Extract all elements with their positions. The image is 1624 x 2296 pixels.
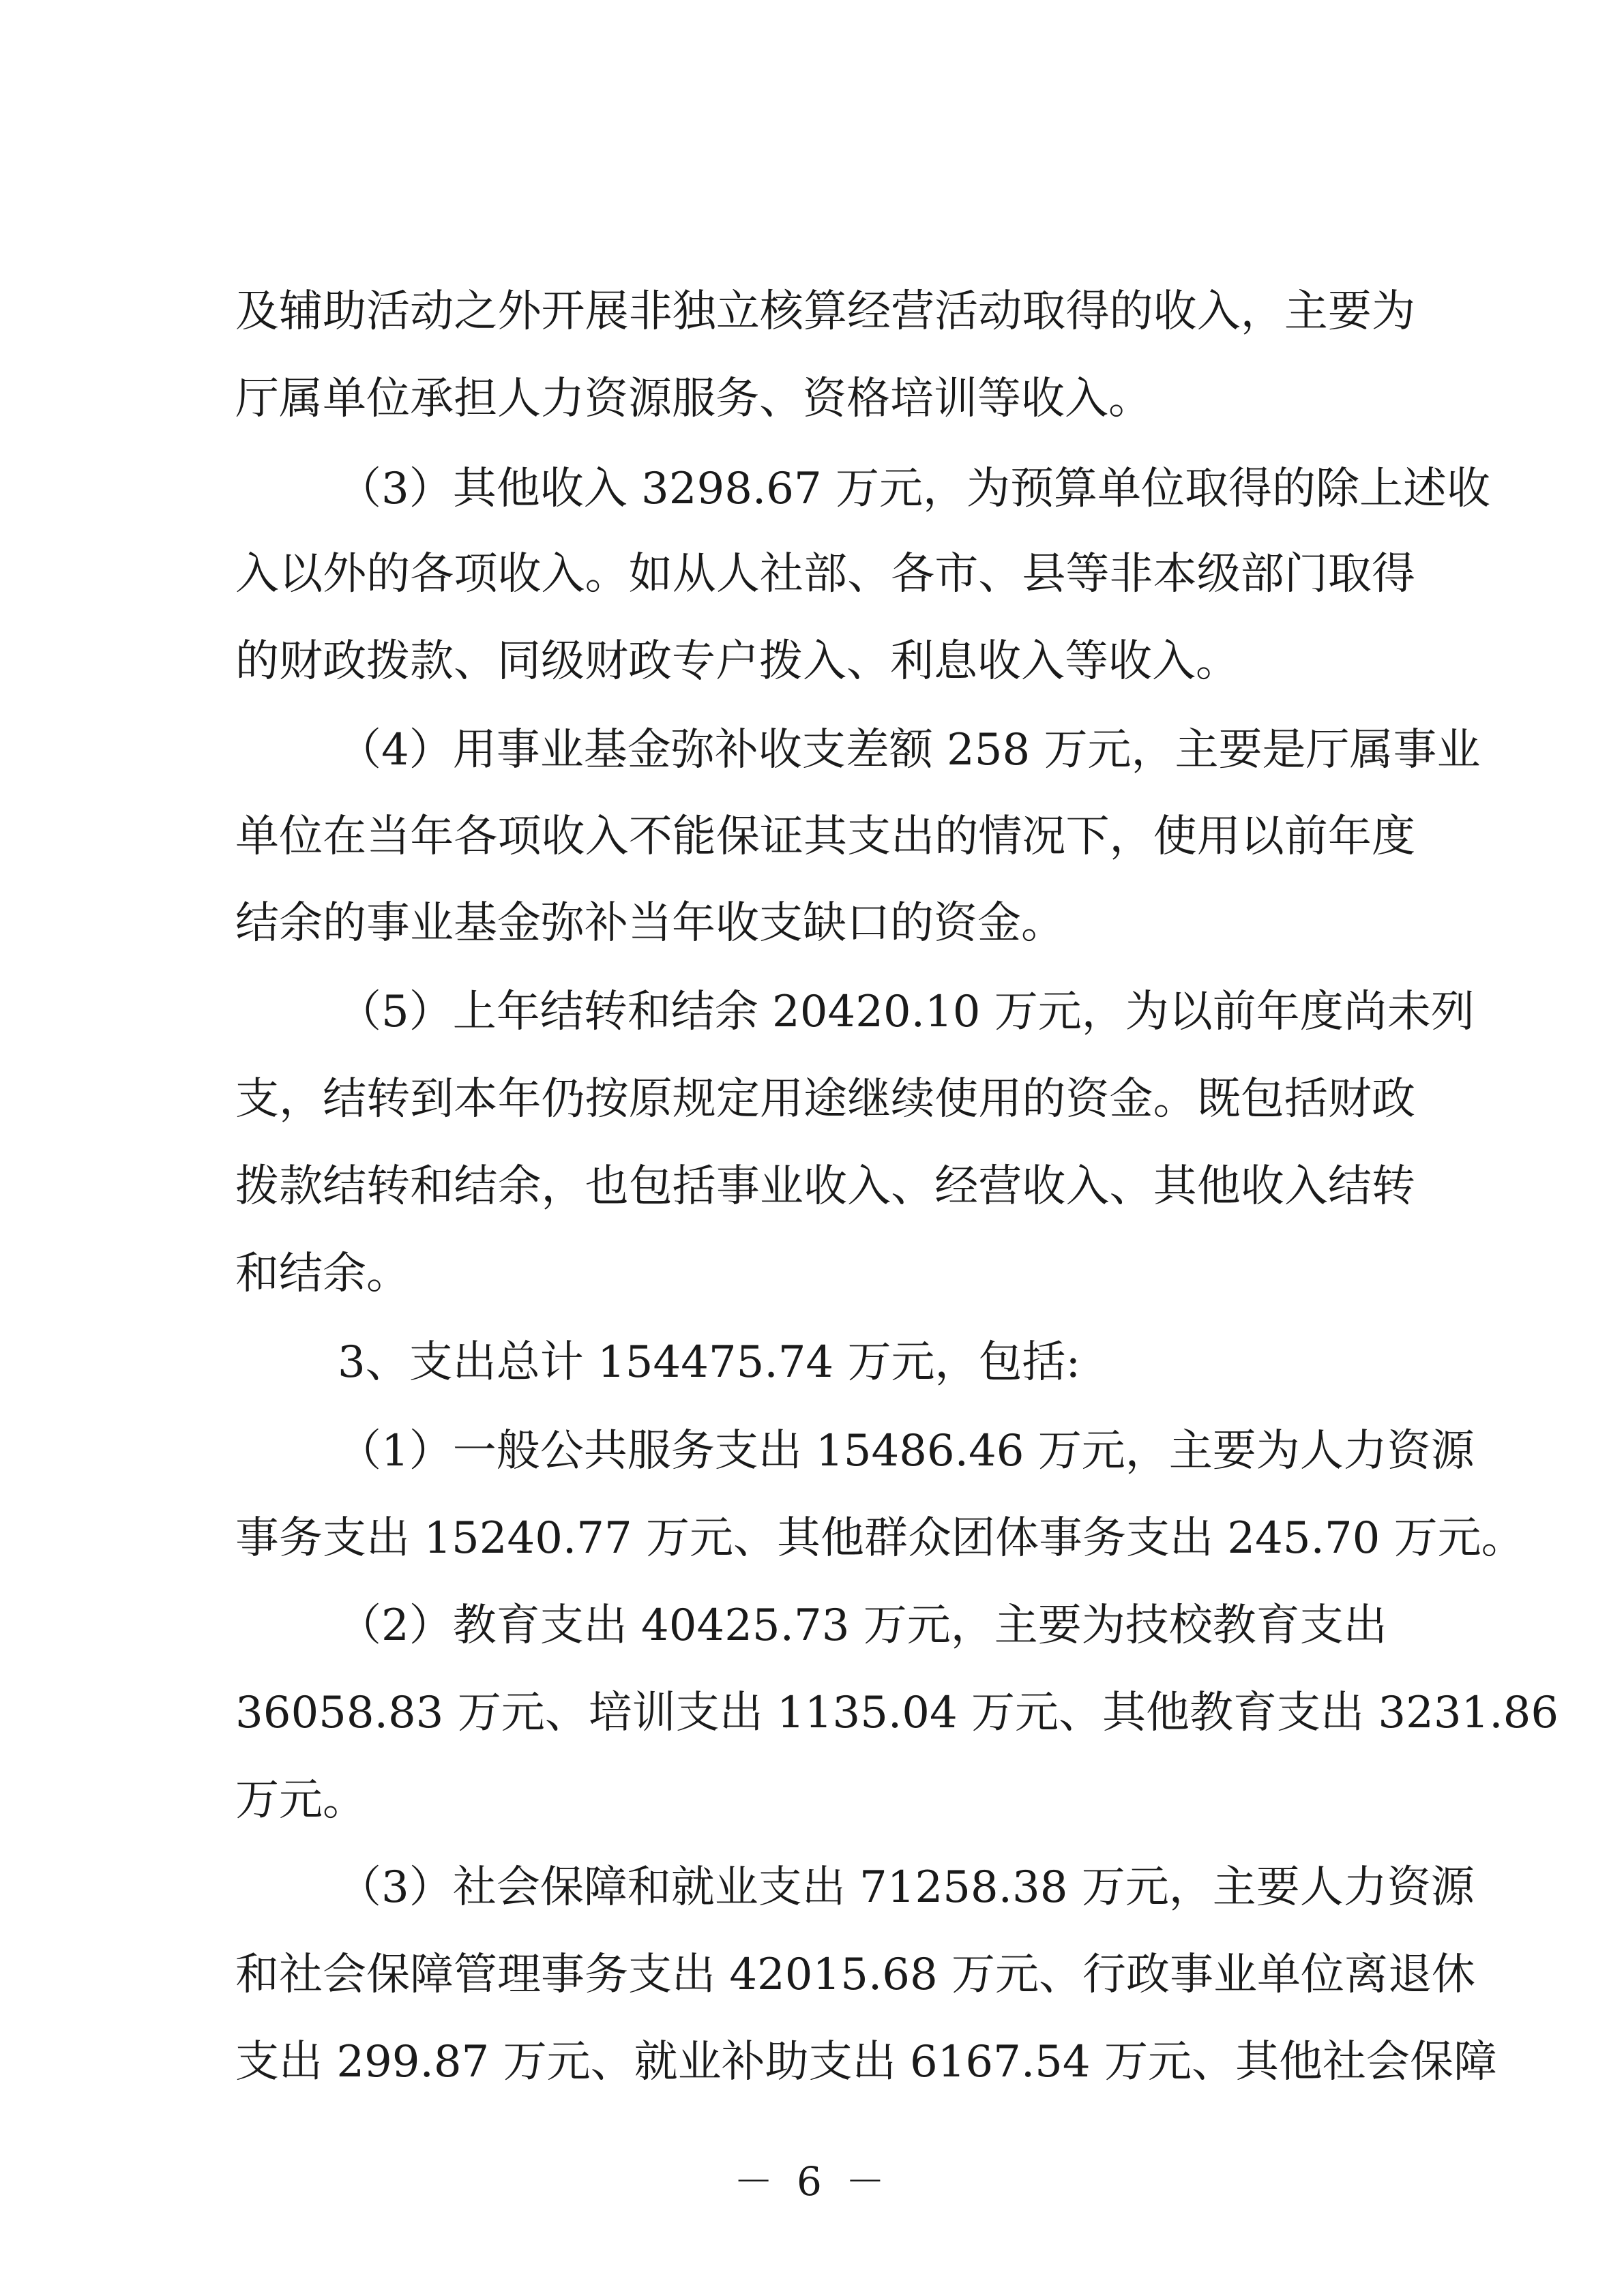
page-number: － 6 － bbox=[733, 2158, 891, 2205]
text-line: 支出 299.87 万元、就业补助支出 6167.54 万元、其他社会保障 bbox=[235, 2037, 1497, 2087]
text-line: 单位在当年各项收入不能保证其支出的情况下，使用以前年度 bbox=[235, 811, 1415, 862]
text-line: （1）一般公共服务支出 15486.46 万元，主要为人力资源 bbox=[338, 1426, 1475, 1476]
text-line: 拨款结转和结余，也包括事业收入、经营收入、其他收入结转 bbox=[235, 1161, 1415, 1212]
text-line: 的财政拨款、同级财政专户拨入、利息收入等收入。 bbox=[235, 636, 1239, 687]
text-line: 36058.83 万元、培训支出 1135.04 万元、其他教育支出 3231.86 bbox=[235, 1688, 1559, 1738]
text-line: 入以外的各项收入。如从人社部、各市、县等非本级部门取得 bbox=[235, 549, 1415, 599]
text-line: 结余的事业基金弥补当年收支缺口的资金。 bbox=[235, 898, 1065, 949]
text-line: （5）上年结转和结余 20420.10 万元，为以前年度尚未列 bbox=[338, 987, 1475, 1037]
text-line: 事务支出 15240.77 万元、其他群众团体事务支出 245.70 万元。 bbox=[235, 1513, 1525, 1564]
text-line: 及辅助活动之外开展非独立核算经营活动取得的收入，主要为 bbox=[235, 286, 1415, 337]
text-line: 万元。 bbox=[235, 1775, 366, 1825]
text-line: 厅属单位承担人力资源服务、资格培训等收入。 bbox=[235, 374, 1152, 424]
text-line: 和社会保障管理事务支出 42015.68 万元、行政事业单位离退休 bbox=[235, 1950, 1476, 2000]
text-line: （2）教育支出 40425.73 万元，主要为技校教育支出 bbox=[338, 1600, 1387, 1651]
text-line: 3、支出总计 154475.74 万元，包括: bbox=[338, 1337, 1081, 1388]
text-line: 和结余。 bbox=[235, 1249, 410, 1299]
text-line: 支，结转到本年仍按原规定用途继续使用的资金。既包括财政 bbox=[235, 1074, 1415, 1124]
text-line: （4）用事业基金弥补收支差额 258 万元，主要是厅属事业 bbox=[338, 725, 1481, 775]
text-line: （3）其他收入 3298.67 万元，为预算单位取得的除上述收 bbox=[338, 464, 1491, 514]
text-line: （3）社会保障和就业支出 71258.38 万元，主要人力资源 bbox=[338, 1862, 1475, 1913]
